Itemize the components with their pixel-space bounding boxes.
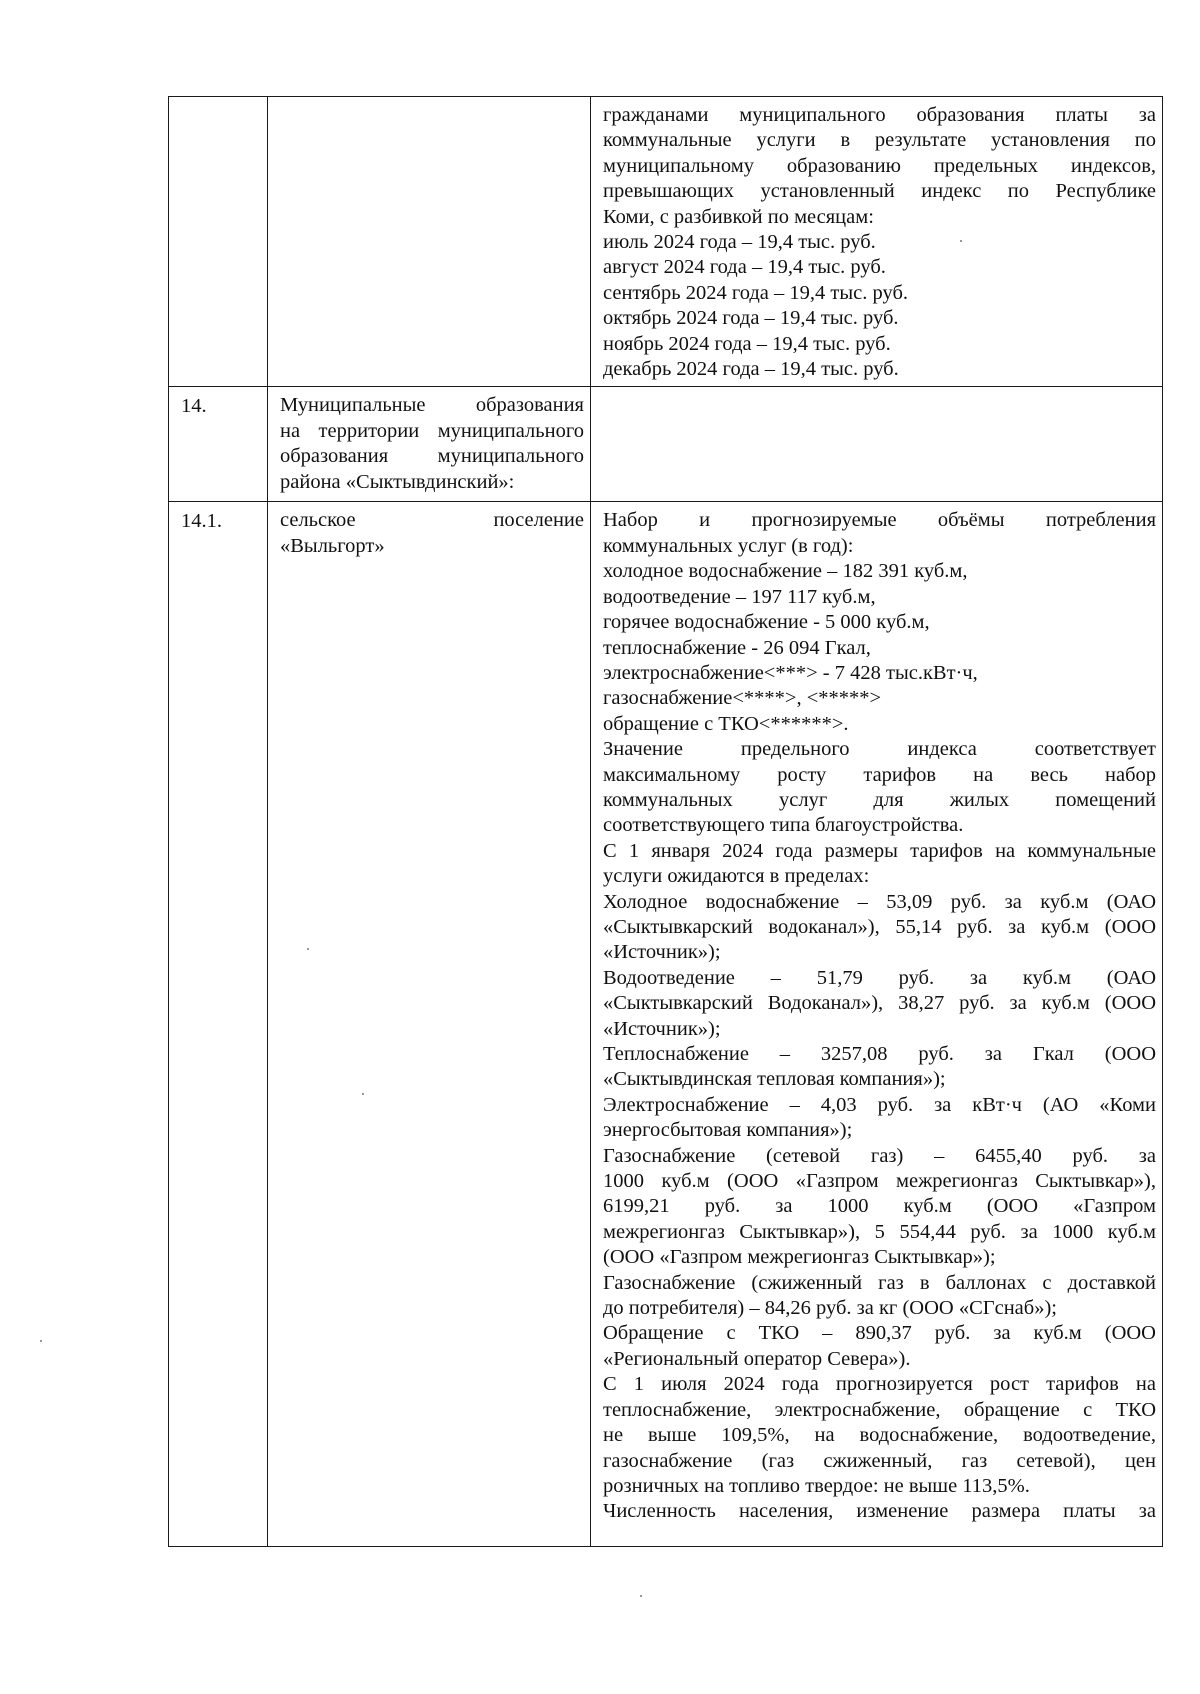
description-line: «Источник»); [603,941,721,964]
description-line: коммунальные услуги в результате установления по [603,129,1156,152]
description-line: Электроснабжение – 4,03 руб. за кВт·ч (АО «Коми [603,1093,1156,1116]
municipality-name-line: образования муниципального [280,445,584,468]
table-row [169,502,1163,1547]
row-number-cell [169,502,268,1547]
description-line: Газоснабжение (сетевой газ) – 6455,40 руб. за [603,1144,1156,1167]
description-line: максимальному росту тарифов на весь набор [603,763,1156,786]
tariff-table [168,96,1163,1547]
description-line: Теплоснабжение – 3257,08 руб. за Гкал (ООО [603,1043,1156,1065]
description-line: декабрь 2024 года – 19,4 тыс. руб. [603,358,899,381]
scan-speck [640,1595,642,1597]
description-line: газоснабжение<****>, <*****> [603,687,882,710]
description-line: С 1 января 2024 года размеры тарифов на коммунальные [603,839,1156,862]
municipality-name-line: на территории муниципального [280,419,584,442]
municipality-name-line: «Выльгорт» [280,534,385,557]
description-line: Водоотведение – 51,79 руб. за куб.м (ОАО [603,966,1156,989]
description-line: июль 2024 года – 19,4 тыс. руб. [603,231,876,254]
description-line: холодное водоснабжение – 182 391 куб.м, [603,560,968,583]
municipality-name [268,387,590,499]
description-line: «Сыктывкарский Водоканал»), 38,27 руб. за куб.м (ООО [603,992,1156,1015]
description-line: теплоснабжение, электроснабжение, обращение с ТКО [603,1398,1156,1421]
description-line: 1000 куб.м (ООО «Газпром межрегионгаз Сыктывкар»), [603,1170,1156,1193]
description-line: муниципальному образованию предельных индексов, [603,154,1156,177]
description-text [591,502,1162,1528]
description-line: октябрь 2024 года – 19,4 тыс. руб. [603,307,899,330]
municipality-name [268,502,590,563]
description-line: ноябрь 2024 года – 19,4 тыс. руб. [603,332,891,355]
description-line: Коми, с разбивкой по месяцам: [603,205,874,228]
municipality-name-line: Муниципальные образования [280,394,584,417]
scan-speck [362,1093,364,1095]
row-number-cell [169,97,268,387]
description-line: Набор и прогнозируемые объёмы потребления [603,509,1156,532]
description-line: энергосбытовая компания»); [603,1119,853,1142]
description-line: «Региональный оператор Севера»). [603,1347,911,1370]
description-line: обращение с ТКО<******>. [603,712,849,735]
table-row [169,97,1163,387]
description-cell [591,387,1163,502]
description-line: сентябрь 2024 года – 19,4 тыс. руб. [603,281,908,304]
scan-speck [960,240,962,242]
description-line: (ООО «Газпром межрегионгаз Сыктывкар»); [603,1246,996,1269]
row-number: 14.1. [181,510,222,533]
row-number: 14. [181,395,207,418]
municipality-name-line: района «Сыктывдинский»: [280,470,515,493]
description-line: водоотведение – 197 117 куб.м, [603,585,876,608]
municipality-name-line: сельское поселение [280,509,584,532]
description-line: «Источник»); [603,1017,721,1040]
municipality-cell [268,502,591,1547]
description-line: Холодное водоснабжение – 53,09 руб. за куб.м (ОАО [603,890,1156,913]
table-row [169,387,1163,502]
scan-speck [307,948,309,950]
description-line: до потребителя) – 84,26 руб. за кг (ООО «СГснаб»); [603,1297,1057,1320]
row-number-cell [169,387,268,502]
description-line: межрегионгаз Сыктывкар»), 5 554,44 руб. за 1000 куб.м [603,1220,1156,1243]
description-line: Численность населения, изменение размера платы за [603,1500,1156,1523]
description-line: газоснабжение (газ сжиженный, газ сетевой), цен [603,1449,1156,1472]
description-line: 6199,21 руб. за 1000 куб.м (ООО «Газпром [603,1195,1156,1218]
description-line: Газоснабжение (сжиженный газ в баллонах с доставкой [603,1271,1156,1294]
municipality-cell [268,97,591,387]
description-line: теплоснабжение - 26 094 Гкал, [603,636,871,659]
description-line: услуги ожидаются в пределах: [603,865,870,888]
description-line: горячее водоснабжение - 5 000 куб.м, [603,611,930,634]
description-cell [591,97,1163,387]
description-text [591,97,1162,386]
description-line: «Сыктывкарский водоканал»), 55,14 руб. за куб.м (ООО [603,915,1156,938]
description-line: «Сыктывдинская тепловая компания»); [603,1068,946,1091]
description-line: Обращение с ТКО – 890,37 руб. за куб.м (ООО [603,1322,1156,1345]
description-line: август 2024 года – 19,4 тыс. руб. [603,256,886,279]
description-line: гражданами муниципального образования платы за [603,104,1156,126]
description-line: не выше 109,5%, на водоснабжение, водоотведение, [603,1424,1156,1447]
description-line: розничных на топливо твердое: не выше 113,5%. [603,1474,1030,1497]
description-cell [591,502,1163,1547]
description-line: Значение предельного индекса соответствует [603,738,1156,761]
description-line: электроснабжение<***> - 7 428 тыс.кВт·ч, [603,661,978,684]
scan-speck [40,1340,42,1342]
description-line: коммунальных услуг для жилых помещений [603,788,1156,811]
description-line: С 1 июля 2024 года прогнозируется рост тарифов на [603,1373,1156,1396]
description-line: превышающих установленный индекс по Республике [603,180,1156,203]
description-line: коммунальных услуг (в год): [603,534,854,557]
municipality-cell [268,387,591,502]
description-line: соответствующего типа благоустройства. [603,814,964,837]
